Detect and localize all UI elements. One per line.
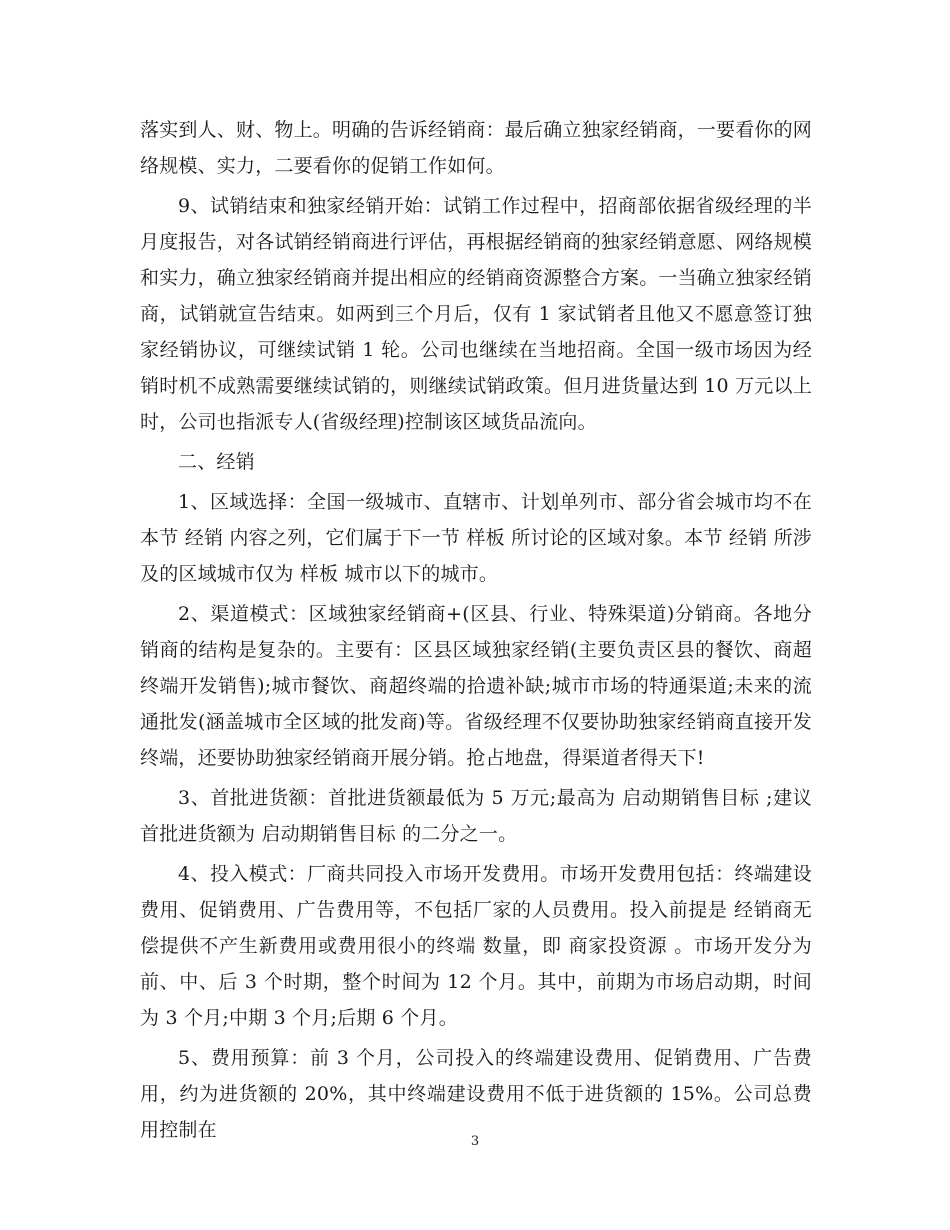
- paragraph-continuation: 落实到人、财、物上。明确的告诉经销商：最后确立独家经销商，一要看你的网络规模、实力，二要看你的促销工作如何。: [140, 119, 813, 177]
- paragraph-budget: 5、费用预算：前 3 个月，公司投入的终端建设费用、促销费用、广告费用，约为进货额的 20%，其中终端建设费用不低于进货额的 15%。公司总费用控制在: [140, 1047, 812, 1141]
- paragraph-first-order: 3、首批进货额：首批进货额最低为 5 万元;最高为 启动期销售目标 ;建议首批进货额为 启动期销售目标 的二分之一。: [140, 787, 812, 845]
- paragraph-trial-end: 9、试销结束和独家经销开始：试销工作过程中，招商部依据省级经理的半月度报告，对各试销经销商进行评估，再根据经销商的独家经销意愿、网络规模和实力，确立独家经销商并提出相应的经销商资源整合方案。一当确立独家经销商，试销就宣告结束。如两到三个月后，仅有 1 家试销者且他又不愿意签订独家经销协议，可继续试销 1 轮。公司也继续在当地招商。全国一级市场因为经销时机不成熟需要继续试销的，则继续试销政策。但月进货量达到 10 万元以上时，公司也指派专人(省级经理)控制该区域货品流向。: [140, 195, 813, 433]
- paragraph-channel-mode: 2、渠道模式：区域独家经销商+(区县、行业、特殊渠道)分销商。各地分销商的结构是复杂的。主要有：区县区域独家经销(主要负责区县的餐饮、商超终端开发销售);城市餐饮、商超终端的拾遗补缺;城市市场的特通渠道;未来的流通批发(涵盖城市全区域的批发商)等。省级经理不仅要协助独家经销商直接开发终端，还要协助独家经销商开展分销。抢占地盘，得渠道者得天下!: [140, 603, 812, 769]
- paragraph-investment-mode: 4、投入模式：厂商共同投入市场开发费用。市场开发费用包括：终端建设费用、促销费用、广告费用等，不包括厂家的人员费用。投入前提是 经销商无偿提供不产生新费用或费用很小的终端 数量，即 商家投资源 。市场开发分为前、中、后 3 个时期，整个时间为 12 个月。其中，前期为市场启动期，时间为 3 个月;中期 3 个月;后期 6 个月。: [140, 863, 812, 1029]
- paragraph-region-selection: 1、区域选择：全国一级城市、直辖市、计划单列市、部分省会城市均不在本节 经销 内容之列，它们属于下一节 样板 所讨论的区域对象。本节 经销 所涉及的区域城市仅为 样板 城市以下的城市。: [140, 491, 812, 585]
- page-number: 3: [470, 1134, 480, 1149]
- section-heading-distribution: 二、经销: [178, 451, 255, 473]
- document-body: [140, 112, 812, 1148]
